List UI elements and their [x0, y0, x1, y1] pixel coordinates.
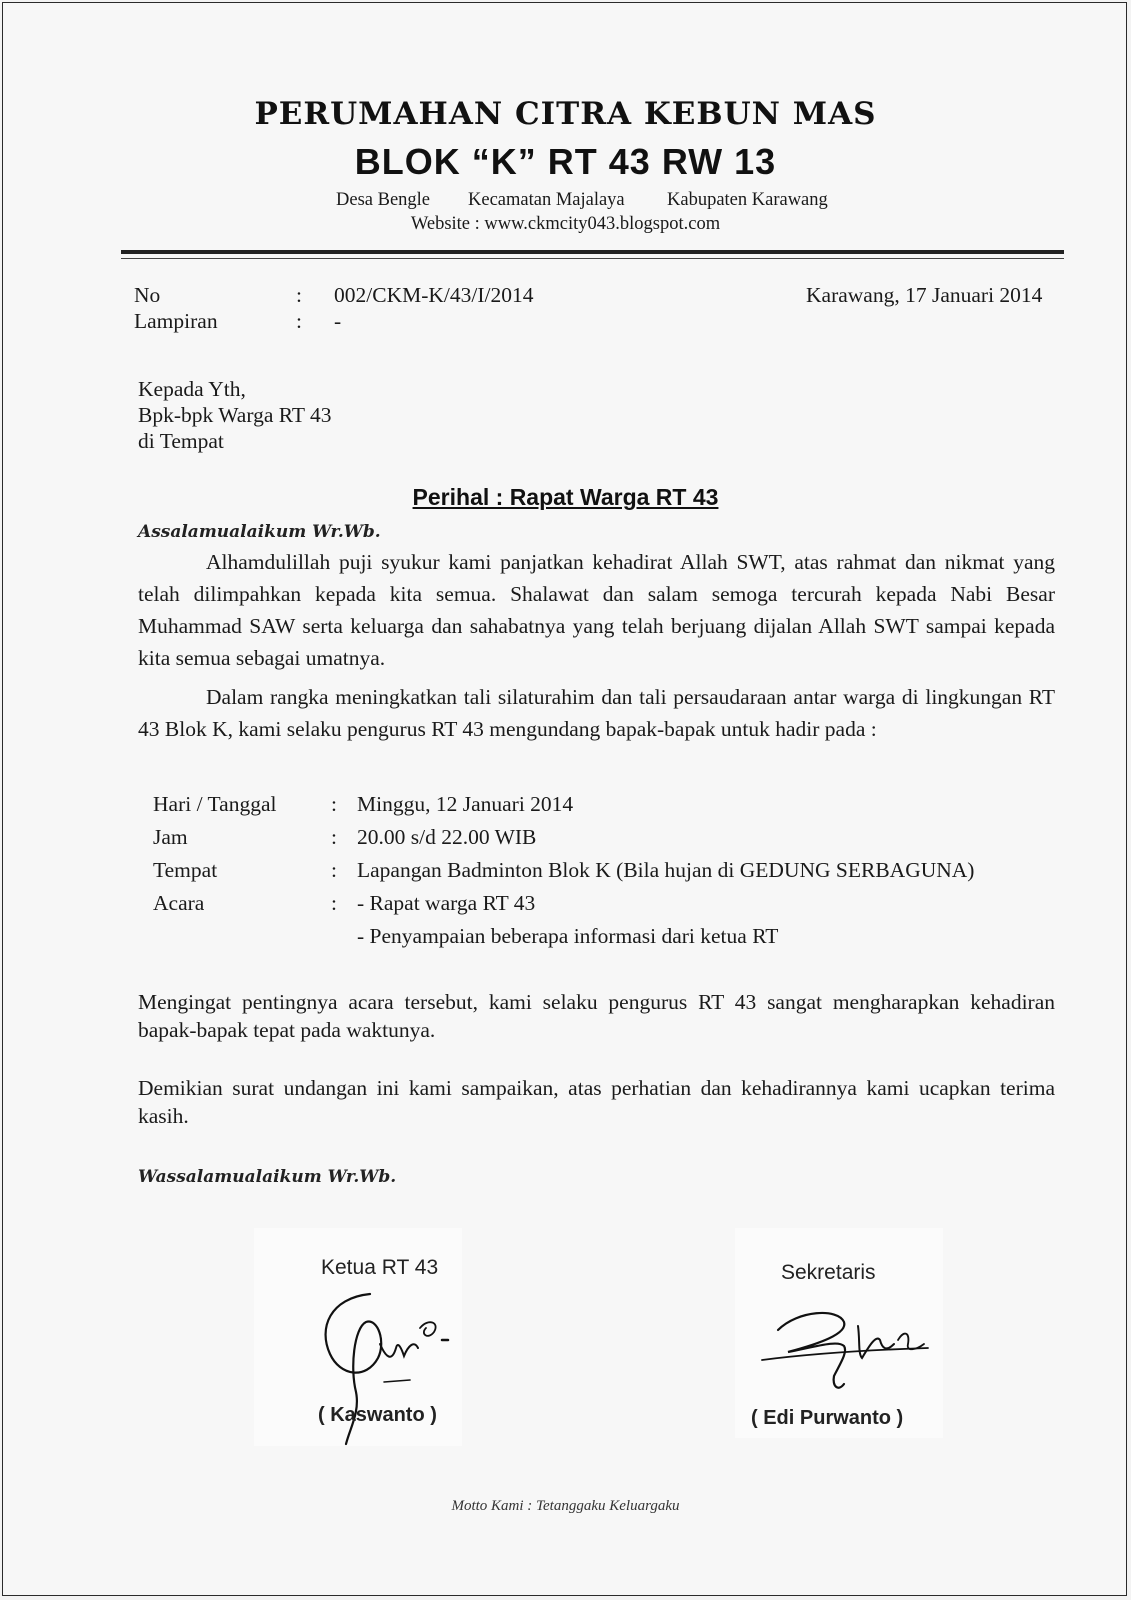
motto: Motto Kami : Tetanggaku Keluargaku — [451, 1498, 680, 1514]
hari-colon: : — [331, 792, 337, 816]
right-signatory-name: ( Edi Purwanto ) — [751, 1407, 904, 1429]
place-date: Karawang, 17 Januari 2014 — [806, 283, 1043, 307]
jam-label: Jam — [153, 825, 188, 849]
header-rule-thin — [121, 258, 1064, 259]
left-signatory-title: Ketua RT 43 — [321, 1256, 439, 1279]
address-kecamatan: Kecamatan Majalaya — [468, 190, 625, 210]
header-rule-thick — [121, 250, 1064, 254]
tempat-value: Lapangan Badminton Blok K (Bila hujan di GEDUNG SERBAGUNA) — [357, 858, 975, 882]
greeting: Assalamualaikum Wr.Wb. — [138, 522, 381, 542]
acara-colon: : — [331, 891, 337, 915]
subject: Perihal : Rapat Warga RT 43 — [412, 484, 719, 510]
lampiran-label: Lampiran — [134, 309, 218, 333]
paragraph-2: Dalam rangka meningkatkan tali silaturahim dan tali persaudaraan antar warga di lingkungan RT 43 Blok K, kami selaku pengurus RT 43 mengundang bapak-bapak untuk hadir pada : — [138, 685, 1055, 741]
lampiran-value: - — [334, 309, 342, 333]
hari-value: Minggu, 12 Januari 2014 — [357, 792, 574, 816]
org-name: PERUMAHAN CITRA KEBUN MAS — [254, 96, 877, 132]
website: Website : www.ckmcity043.blogspot.com — [410, 214, 721, 234]
hari-label: Hari / Tanggal — [153, 792, 277, 816]
acara-label: Acara — [153, 891, 205, 915]
right-signature-scribble — [748, 1300, 938, 1420]
acara-value-2: - Penyampaian beberapa informasi dari ketua RT — [357, 924, 779, 948]
recipient-line1: Kepada Yth, — [138, 377, 246, 401]
paragraph-1: Alhamdulillah puji syukur kami panjatkan kehadirat Allah SWT, atas rahmat dan nikmat yang telah dilimpahkan kepada kita semua. Shalawat dan salam semoga tercurah kepada Nabi Besar Muhammad SAW serta keluarga dan sahabatnya yang telah berjuang dijalan Allah SWT sampai kepada kita semua sebagai umatnya. — [138, 550, 1055, 670]
closing-greeting: Wassalamualaikum Wr.Wb. — [138, 1167, 397, 1187]
tempat-label: Tempat — [153, 858, 218, 882]
tempat-colon: : — [331, 858, 337, 882]
no-colon: : — [296, 283, 302, 307]
acara-value-1: - Rapat warga RT 43 — [357, 891, 536, 915]
left-signatory-name: ( Kaswanto ) — [318, 1404, 437, 1426]
recipient-line2: Bpk-bpk Warga RT 43 — [138, 403, 332, 427]
address-kabupaten: Kabupaten Karawang — [667, 190, 828, 210]
address-desa: Desa Bengle — [336, 190, 431, 210]
no-value: 002/CKM-K/43/I/2014 — [334, 283, 534, 307]
paragraph-4: Demikian surat undangan ini kami sampaikan, atas perhatian dan kehadirannya kami ucapkan terima kasih. — [138, 1076, 1055, 1128]
no-label: No — [134, 283, 161, 307]
right-signatory-title: Sekretaris — [781, 1261, 876, 1284]
recipient-line3: di Tempat — [138, 429, 224, 453]
lampiran-colon: : — [296, 309, 302, 333]
block-title: BLOK “K” RT 43 RW 13 — [354, 141, 777, 182]
jam-colon: : — [331, 825, 337, 849]
jam-value: 20.00 s/d 22.00 WIB — [357, 825, 537, 849]
paragraph-3: Mengingat pentingnya acara tersebut, kami selaku pengurus RT 43 sangat mengharapkan kehadiran bapak-bapak tepat pada waktunya. — [138, 990, 1055, 1042]
